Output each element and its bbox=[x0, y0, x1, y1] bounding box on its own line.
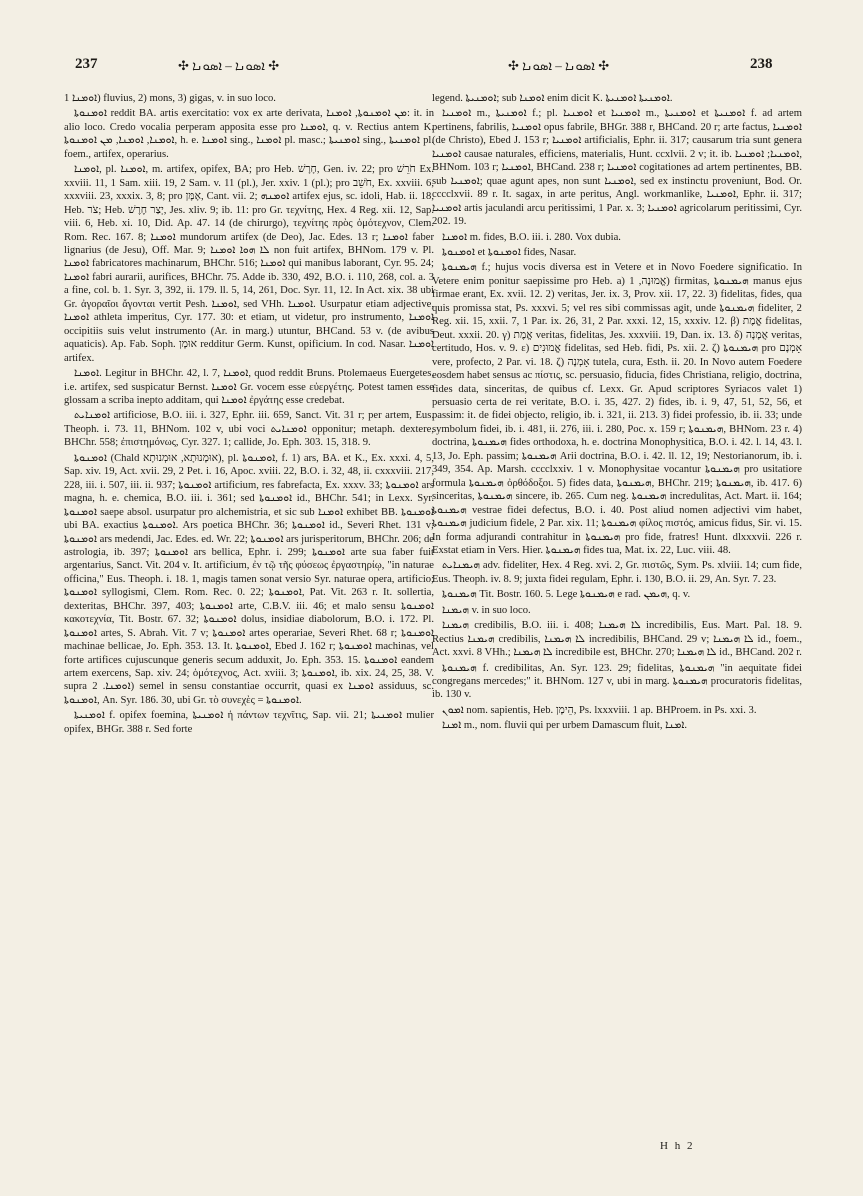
signature-mark: H h 2 bbox=[660, 1140, 695, 1152]
entry-paragraph: ܗܝܡܢܘܬܐ f. credibilitas, An. Syr. 123. 29; fidelitas, ܗܝܡܢܘܬܐ "in aequitate fidei congregans mercedes;" it. BHNom. 127 v, ubi in marg. ܗܝܡܢܘܬܐ procuratoris fidelitas, ib. 130 v. bbox=[432, 662, 802, 701]
entry-paragraph: ܐܘܡܢܐ m. fides, B.O. iii. i. 280. Vox dubia. bbox=[442, 231, 621, 243]
entry-paragraph: legend. ܐܘܡܢܝܬܐ; sub ܐܘܡܢܐ enim dicit K. ܐܘܡܢܝܬܐ ܐܘܡܢܝܬܐ. bbox=[432, 93, 673, 104]
right-running-head: ✣ ܐܣܘܢܐ – ܐܣܘܢܐ ✣ bbox=[508, 58, 610, 73]
entry-paragraph: ܗܝܡܢܐܝܬ adv. fideliter, Hex. 4 Reg. xvi. 2, Gr. πιστῶς, Sym. Ps. xlviii. 14; cum fide, Eus. Theoph. iv. 8. 9; juxta fidei regulam, Ephr. i. 130, B.O. ii. 29, An. Syr. 7. 23. bbox=[432, 560, 802, 585]
left-page-number: 237 bbox=[75, 56, 98, 72]
entry-paragraph: ܐܘܡܢܐ, pl. ܐܘܡܢܐ, m. artifex, opifex, BA; pro Heb. חָרָשׁ, Gen. iv. 22; pro חֹרֵשׁ Ex. xxviii. 11, 1 Sam. xiii. 19, 2 Sam. v. 11 (pl.), Jer. xxiv. 1 (pl.); pro חֹשֵׁב, Ex. xxviii. 6, xxxviii. 23, xxxix. 3, 8; pro אָמָּן, Cant. vii. 2; ܐܘܡܢܗ artifex ejus, sc. idoli, Hab. ii. 18, Heb. צֹר; Heb. יְצַר חֶרֶשׁ, Jes. xliv. 9; ib. 11: pro Gr. τεχνίτης, Hex. 4 Reg. xii. 12, Sap. viii. 6, Heb. xi. 10, Did. Ap. 47. 14 (de chirurgo), τεχνίτης πρὸς ὁμότεχνον, Clem. Rom. Rec. 167. 8; ܐܘܡܢܐ mundorum artifex (de Deo), Jac. Edes. 13 r; ܐܘܡܢܐ faber lignarius (de Jesu), Off. Mar. 9; ܠܐ ܗܘܐ ܐܘܡܢܐ non fuit artifex, BHNom. 179 v. Pl. ܐܘܡܢܐ fabricatores machinarum, BHChr. 516; ܐܘܡܢܐ qui manibus laborant, Cyr. 95. 24; ܐܘܡܢܐ fabri aurarii, aurifices, BHChr. 75. Adde ib. 330, 492, B.O. i. 110, 268, col. a. 3 a fine, col. b. 1. Syr. 3, 392, ii. 179. ll. 5, 14, 261, Doc. Syr. 11, 12. In Act. xix. 38 ubi Gr. ἀγοραῖοι ἄγονται vertit Pesh. ܐܘܡܢܐ, sed VHh. ܐܘܡܢܐ. Usurpatur etiam adjective, ܐܘܡܢܐ athleta imperitus, Cyr. 177. 30: et etiam, ut videtur, pro instrumento, ܐܘܡܢܐ occipitiis suis velut instrumento (Ar. in marg.) utuntur, BHCand. 53 v. (de avibus aquaticis). Ap. Fab. Soph. אוּמָן redditur Germ. Kunst, opificium. In cod. Nasar. ܐܘܡܢܐ artifex. bbox=[64, 164, 435, 364]
entry-paragraph: ܗܝܡܢܘܬܐ Tit. Bostr. 160. 5. Lege ܗܝܡܢܘܬܐ e rad. ܗܝܡܢ, q. v. bbox=[442, 589, 691, 601]
entry-paragraph: ܗܝܡܢܐ credibilis, B.O. iii. i. 408; ܠܐ ܗܝܡܢܐ incredibilis, Eus. Mart. Pal. 18. 9. Rectius ܗܝܡܢܐ credibilis, ܠܐ ܗܝܡܢܐ incredibilis, BHCand. 29 v; ܠܐ ܗܝܡܢܐ id., foem., Act. xxvi. 8 VHh.; ܠܐ ܗܝܡܢܐ incredibile est, BHChr. 270; ܠܐ ܗܝܡܢܐ id., BHCand. 202 r. bbox=[432, 620, 802, 659]
entry-paragraph: ܐܘܡܢܘܬܐ reddit BA. artis exercitatio: vox ex arte derivata, ܡܢ ܐܘܡܢܘܬܐ, ܐܘܡܢܐ: it. in alio loco. Credo vocalia perperam apposita esse pro ܐܘܡܢܐ, q. v. Rectius antem K. ܐܘܡܢܐ, ܐܘܡܢܐ, ܡܢ ܐܘܡܢܘܬܐ, h. e. ܐܘܡܢܐ sing., ܐܘܡܢܐ pl. masc.; ܐܘܡܢܝܬܐ sing., ܐܘܡܢܝܬܐ pl. foem., artifex, operarius. bbox=[64, 108, 435, 160]
entry-paragraph: ܐܘܡܢܐܝܬ artificiose, B.O. iii. i. 327, Ephr. iii. 659, Sanct. Vit. 31 r; per artem, Eus. Theoph. i. 73. 11, BHNom. 102 v, ubi voci ܐܘܡܢܐܝܬ opponitur; metaph. dextere, BHChr. 558; ἐπιστημόνως, Cyr. 327. 1; callide, Jo. Eph. 303. 15, 318. 9. bbox=[64, 410, 434, 449]
entry-paragraph: ܗܝܡܢܘܬܐ f.; hujus vocis diversa est in Vetere et in Novo Foedere significatio. In Vetere enim ponitur saepissime pro Heb. a) אֱמוּנָה, 1) firmitas, ܗܝܡܢܘܬܐ manus ejus firmae erant, Ex. xvii. 12. 2) veritas, Jer. ix. 3, Prov. xii. 17, 22. 3) fidelitas, fides, qua quis promissa stat, Ps. xxxvi. 5; vel res sibi commissas agit, unde ܗܝܡܢܘܬܐ fideliter, 2 Reg. xii. 15, xxii. 7, 1 Par. ix. 26, 31, 2 Par. xxxi. 12, 15, xxxiv. 12. β) אֱמֶת fidelitas, Deut. xxxii. 20. γ) אֱמֶת veritas, fidelitas, Jes. xxxviii. 19, Dan. ix. 13. δ) אֲמָנָה veritas, certitudo, Hos. v. 9. ε) אֱמוּנִים fidelitas, sed Heb. fidi, Ps. xii. 2. ζ) ܗܝܡܢܘܬܐ pro אָמְנָם vere, profecto, 2 Par. vi. 18. ζ) אָמְנָה tutela, cura, Esth. ii. 20. In Novo autem Foedere eosdem habet sensus ac πίστις, sc. persuasio, fiducia, fides Christiana, religio, doctrina, fides data, sinceritas, de quibus cf. Lexx. Gr. Apud scriptores Syriacos valet 1) persuasio certa de rei veritate, B.O. i. 35, 427. 2) fides, ib. i. 9, 47, 51, 52, 56, et passim: it. de fidei objecto, religio, ib. i. 321, ii. 213. 3) fidei professio, ib. ii. 33; unde symbolum fidei, ib. i. 481, ii. 276, iii. i. 280, Poc. x. 159 r; ܗܝܡܢܘܬܐ, BHNom. 23 r. 4) doctrina, ܗܝܡܢܘܬܐ fides orthodoxa, h. e. doctrina Monophysitica, B.O. i. 42. l. 14, 43. l. 13, Jo. Eph. passim; ܗܝܡܢܘܬܐ Arii doctrina, B.O. i. 42. ll. 12, 19; Nestorianorum, ib. i. 349, 354. Ap. Marsh. cccclxxiv. 1 v. Monophysitae vocantur ܗܝܡܢܘܬܐ pro usitatiore formula ܗܝܡܢܘܬܐ ὀρθόδοξοι. 5) fides data, ܗܝܡܢܘܬܐ, BHChr. 219; ܗܝܡܢܘܬܐ, ib. 417. 6) sinceritas, ܗܝܡܢܘܬܐ sincere, ib. 265. Cum neg. ܗܝܡܢܘܬܐ incredulitas, Act. Mart. ii. 164; ܗܝܡܢܘܬܐ vestrae fidei defectus, B.O. i. 40. Post aliud nomen adjectivi vim habet, ܗܝܡܢܘܬܐ judicium fidele, 2 Par. xix. 11; ܗܝܡܢܘܬܐ φίλος πιστός, amicus fidus, Sir. vi. 15. In forma adjurandi contrahitur in ܗܝܡܢܘܬܐ pro fide, fratres! Hunt. dlxxxvii. 226 r. Exstat etiam in Vers. Hier. ܗܝܡܢܘܬܐ fides tua, Mat. ix. 22, Luc. viii. 48. bbox=[432, 262, 803, 556]
entry-paragraph: ܐܘܡܢܝܐ m., ܐܘܡܢܝܬܐ f.; pl. ܐܘܡܢܝܐ et ܐܘܡܢܝܐ m., ܐܘܡܢܝܬܐ et ܐܘܡܢܝܬܐ f. ad artem pertinens, fabrilis, ܐܘܡܢܝܐ opus fabrile, BHGr. 388 r, BHCand. 20 r; arte factus, ܐܘܡܢܝܐ (de Christo), Ebed J. 153 r; ܐܘܡܢܝܐ artificialis, Ephr. ii. 317; causarum tria sunt genera ܐܘܡܢܝܐ causae naturales, efficiens, materialis, Hunt. ccxlvii. 2 v; it. ib. ܐܘܡܢܝܐ; ܐܘܡܢܝܐ, BHNom. 103 r; ܐܘܡܢܝܐ, BHCand. 238 r; ܐܘܡܢܝܐ cogitationes ad artem pertinentes, BB. sub ܐܘܡܢܝܐ; quae agunt apes, non sunt ܐܘܡܢܝܐ, sed ex instinctu proveniunt, Bod. Or. cccclxvii. 89 r. It. sagax, in arte peritus, Angl. workmanlike, ܐܘܡܢܝܐ, Ephr. ii. 317; ܐܘܡܢܝܐ artis jaculandi arcu peritissimi, 1 Par. x. 3; ܐܘܡܢܝܐ agricolarum peritissimi, Cyr. 202. 19. bbox=[432, 108, 803, 228]
right-column bbox=[432, 92, 802, 735]
entry-paragraph: ܐܘܡܢܘܬܐ et ܐܘܡܢܘܬܐ fides, Nasar. bbox=[442, 246, 577, 258]
left-running-head: ✣ ܐܣܘܢܐ – ܐܣܘܢܐ ✣ bbox=[178, 58, 280, 73]
entry-paragraph: ܐܘܡܢܐ. Legitur in BHChr. 42, l. 7, ܐܘܡܢܐ, quod reddit Bruns. Ptolemaeus Euergetes, i.e. artifex, sed suspicatur Bernst. ܐܘܡܢܐ Gr. vocem esse εὐεργέτης. Potest tamen esse glossam a scriba inepto additam, qui ܐܘܡܢܐ ἐργάτης esse credebat. bbox=[64, 368, 435, 406]
entry-paragraph: ܐܘܡܢܝܬܐ f. opifex foemina, ܐܘܡܢܝܬܐ ἡ πάντων τεχνῖτις, Sap. vii. 21; ܐܘܡܢܝܬܐ mulier opifex, BHGr. 388 r. Sed forte bbox=[64, 710, 434, 735]
entry-paragraph: ܐܘܡܢܐ 1) fluvius, 2) mons, 3) gigas, v. in suo loco. bbox=[64, 93, 276, 104]
entry-paragraph: ܐܘܡܢܘܬܐ (Chald אוּמָנוּתָא, אוּמְנוּתָא), pl. ܐܘܡܢܘܬܐ, f. 1) ars, BA. et K., Ex. xxxi. 4, 5, Sap. xiv. 19, Act. xvii. 29, 2 Pet. i. 16, Apoc. xviii. 22, B.O. i. 32, 48, ii. cxxxviii. 217, 228, iii. i. 507, iii. ii. 937; ܐܘܡܢܘܬܐ artificium, res fabrefacta, Ex. xxxv. 33; ܐܘܡܢܘܬܐ ars magna, h. e. chemica, B.O. iii. i. 361; sed ܐܘܡܢܘܬܐ id., BHChr. 541; in Lexx. Syr. ܐܘܡܢܘܬܐ saepe absol. usurpatur pro alchemistria, et sic sub ܐܘܡܢܐ exhibet BB. ܐܘܡܢܘܬܐ ubi BA. exactius ܐܘܡܢܘܬܐ. Ars poetica BHChr. 36; ܐܘܡܢܘܬܐ id., Severi Rhet. 131 v; ܐܘܡܢܘܬܐ ars medendi, Jac. Edes. ed. Wr. 22; ܐܘܡܢܘܬܐ ars jurisperitorum, BHChr. 206; de astrologia, ib. 397; ܐܘܡܢܘܬܐ ars bellica, Ephr. i. 299; ܐܘܡܢܘܬܐ arte sua faber fuit argentarius, Sanct. Vit. 204 v. It. artificium, ἐν τῷ τῆς φύσεως ἐργαστηρίῳ, "in naturae officina," Eus. Theoph. i. 18. 1, magis tamen sonat versio Syr. naturae opera, artificio; ܐܘܡܢܘܬܐ syllogismi, Clem. Rom. Rec. 0. 22; ܐܘܡܢܘܬܐ, Pat. Vit. 263 r. It. sollertia, dexteritas, BHChr. 397, 403; ܐܘܡܢܘܬܐ arte, C.B.V. iii. 46; et malo sensu ܐܘܡܢܘܬܐ κακοτεχνία, Tit. Bostr. 67. 32; ܐܘܡܢܘܬܐ dolus, insidiae diabolorum, B.O. i. 172. Pl. ܐܘܡܢܘܬܐ artes, S. Abrah. Vit. 7 v; ܐܘܡܢܘܬܐ artes operariae, Severi Rhet. 68 r; ܐܘܡܢܘܬܐ machinae bellicae, Jo. Eph. 353. 13. It. ܐܘܡܢܘܬܐ, Ebed J. 162 r; ܐܘܡܢܘܬܐ machinas, vel forte artifices cujuscunque generis secum adduxit, Jo. Eph. 353. 15. ܐܘܡܢܘܬܐ eandem artem exercens, Sap. xiv. 24; ὁμότεχνος, Act. xviii. 3; ܐܘܡܢܘܬܐ, ib. xix. 24, 25, 38. V. supra ܐܘܡܢܐ. 2) semel in sensu constantiae occurrit, quasi ex ܐܘܡܢܐ assiduus, sc. ܐܘܡܢܘܬܐ, An. Syr. 186. 30, ubi Gr. τὸ συνεχὲς = ܐܘܡܢܘܬܐ. bbox=[64, 452, 435, 706]
entry-paragraph: ܐܡܢܐ m., nom. fluvii qui per urbem Damascum fluit, ܐܡܢܐ. bbox=[442, 720, 688, 732]
left-column bbox=[64, 92, 434, 738]
right-page-number: 238 bbox=[750, 56, 773, 72]
entry-paragraph: ܗܝܡܢܐ v. in suo loco. bbox=[442, 604, 531, 616]
entry-paragraph: ܐܡܘܢ nom. sapientis, Heb. הֵימָן, Ps. lxxxviii. 1 ap. BHProem. in Ps. xxi. 3. bbox=[442, 704, 757, 716]
